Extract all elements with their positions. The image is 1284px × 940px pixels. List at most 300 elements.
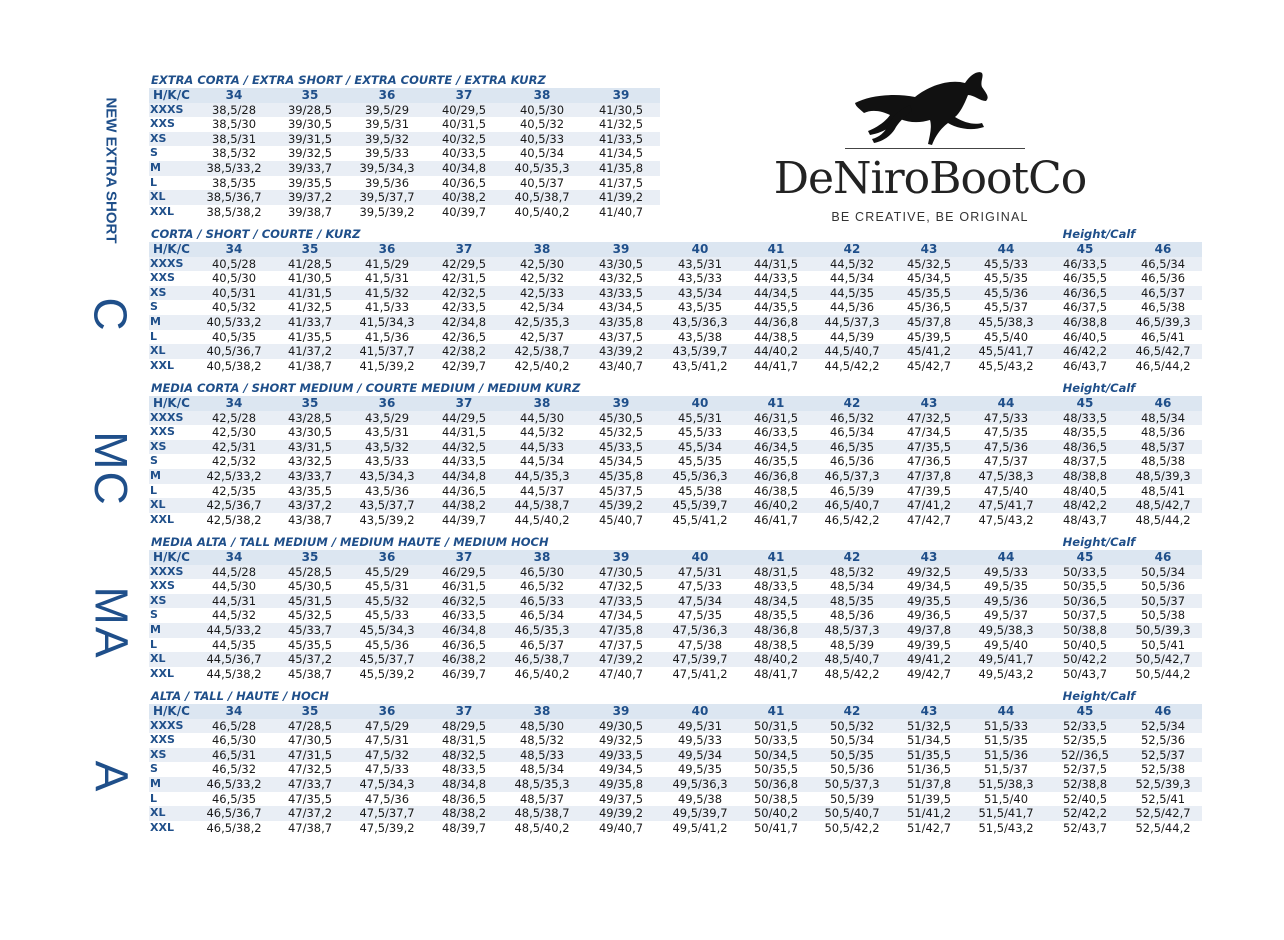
header-shoe-size: 34 [196,704,272,719]
height-calf-cell: 52,5/42,7 [1124,806,1202,821]
height-calf-cell: 48/39,7 [441,820,487,835]
height-calf-cell: 44,5/31 [196,594,272,609]
header-shoe-size: 43 [892,242,966,257]
row-size-label: M [149,161,196,176]
logo-divider [845,148,1025,149]
height-calf-cell: 45,5/40 [983,329,1029,344]
height-calf-cell: 48,5/39,3 [1124,469,1202,484]
height-calf-cell: 45/35,5 [287,637,333,652]
height-calf-cell: 52,5/38 [1140,762,1186,777]
height-calf-cell: 52,5/44,2 [1135,820,1191,835]
height-calf-cell: 38,5/30 [211,117,257,132]
header-shoe-size: 36 [348,550,426,565]
height-calf-cell: 43,5/32 [348,440,426,455]
table-row [149,579,1202,594]
table-row [149,792,1202,807]
height-calf-cell: 42,5/34 [519,300,565,315]
height-calf-cell: 50/36,5 [1046,594,1124,609]
height-calf-cell: 44/32,5 [426,440,502,455]
header-shoe-size: 46 [1124,242,1202,257]
table-row [149,565,1202,580]
table-row [149,190,660,205]
height-calf-cell: 40,5/34 [519,146,565,161]
row-size-label: S [150,454,158,468]
header-hkc: H/K/C [149,704,196,719]
height-calf-cell: 49/34,5 [598,762,644,777]
header-shoe-size: 35 [272,396,348,411]
header-shoe-size: 41 [740,396,812,411]
height-calf-cell: 50/35,5 [1062,579,1108,594]
height-calf-cell: 47/34,5 [906,425,952,440]
height-calf-cell: 40/39,7 [441,204,487,219]
section-title: ALTA / TALL / HAUTE / HOCH [151,689,329,703]
height-calf-cell: 47,5/34,3 [348,777,426,792]
table-row [149,454,1202,469]
row-size-label: XXL [150,358,174,372]
height-calf-cell: 44,5/32 [211,608,257,623]
height-calf-cell: 42,5/35 [211,483,257,498]
height-calf-cell: 51/39,5 [906,791,952,806]
height-calf-cell: 41,5/37,7 [348,344,426,359]
height-calf-cell: 42,5/30 [211,425,257,440]
height-calf-cell: 48/34,5 [740,594,812,609]
height-calf-cell: 38,5/38,2 [206,204,262,219]
height-calf-cell: 43/33,7 [272,469,348,484]
height-calf-cell: 41/30,5 [582,103,660,118]
header-shoe-size: 46 [1124,550,1202,565]
height-calf-cell: 42/34,8 [426,315,502,330]
table-row [149,411,1202,426]
height-calf-cell: 40/29,5 [426,103,502,118]
height-calf-cell: 47/35,8 [582,623,660,638]
height-calf-cell: 50/34,5 [740,748,812,763]
height-calf-cell: 39/37,2 [272,190,348,205]
height-calf-cell: 46,5/42,7 [1124,344,1202,359]
header-shoe-size: 37 [426,550,502,565]
height-calf-cell: 41/40,7 [598,204,644,219]
section-side-label [85,712,137,842]
height-calf-cell: 51,5/37 [983,762,1029,777]
row-size-label: XXXS [149,411,196,426]
height-calf-cell: 40/33,5 [441,146,487,161]
header-shoe-size: 42 [812,550,892,565]
table-header-row [149,704,1202,719]
height-calf-cell: 43,5/33 [677,271,723,286]
height-calf-cell: 44,5/34 [519,454,565,469]
height-calf-cell: 48,5/32 [519,733,565,748]
height-calf-cell: 44,5/32 [812,257,892,272]
height-calf-cell: 47,5/34 [660,594,740,609]
section-side-label [85,404,138,534]
height-calf-cell: 51,5/36 [966,748,1046,763]
table-row [149,330,1202,345]
height-calf-cell: 40/32,5 [426,132,502,147]
height-calf-cell: 45/33,7 [272,623,348,638]
height-calf-cell: 48/31,5 [740,565,812,580]
height-calf-cell: 41,5/32 [348,286,426,301]
height-calf-cell: 52,5/41 [1140,791,1186,806]
height-calf-cell: 52,5/34 [1124,719,1202,734]
height-calf-cell: 45/37,8 [892,315,966,330]
height-calf-cell: 50/40,5 [1062,637,1108,652]
height-calf-cell: 48,5/33 [502,748,582,763]
table-row [149,719,1202,734]
height-calf-cell: 52/38,8 [1046,777,1124,792]
height-calf-cell: 47/37,2 [272,806,348,821]
height-calf-cell: 49/41,2 [892,652,966,667]
table-header-row [149,550,1202,565]
height-calf-cell: 40,5/28 [196,257,272,272]
header-shoe-size: 38 [502,88,582,103]
height-calf-cell: 45,5/33 [364,608,410,623]
height-calf-cell: 48/29,5 [426,719,502,734]
height-calf-cell: 48/32,5 [426,748,502,763]
height-calf-cell: 43,5/39,2 [359,512,415,527]
row-size-label: XXS [150,117,175,131]
row-size-label: XL [149,344,196,359]
height-calf-cell: 48/40,2 [740,652,812,667]
height-calf-cell: 40,5/30 [502,103,582,118]
height-calf-cell: 49,5/36,3 [660,777,740,792]
height-calf-cell: 49,5/41,7 [966,652,1046,667]
height-calf-cell: 47/33,7 [272,777,348,792]
row-size-label: XXXS [149,103,196,118]
row-size-label: L [150,175,158,189]
height-calf-cell: 39,5/31 [364,117,410,132]
height-calf-cell: 52/43,7 [1062,820,1108,835]
size-table [149,88,660,219]
height-calf-cell: 45/39,2 [582,498,660,513]
height-calf-cell: 50/33,5 [753,733,799,748]
height-calf-cell: 47/30,5 [287,733,333,748]
height-calf-cell: 44/38,2 [426,498,502,513]
table-row [149,359,1202,374]
height-calf-cell: 44,5/37 [519,483,565,498]
table-row [149,821,1202,836]
height-calf-cell: 46,5/32 [519,579,565,594]
header-shoe-size: 35 [272,88,348,103]
table-row [149,733,1202,748]
height-calf-cell: 50,5/32 [812,719,892,734]
height-calf-cell: 46,5/39,3 [1124,315,1202,330]
table-row [149,440,1202,455]
height-calf-cell: 49/36,5 [906,608,952,623]
height-calf-cell: 39,5/39,2 [359,204,415,219]
table-row [149,762,1202,777]
height-calf-cell: 45,5/31 [660,411,740,426]
header-shoe-size: 35 [272,550,348,565]
row-size-label: L [150,791,158,805]
header-shoe-size: 38 [502,396,582,411]
section-side-label [88,96,134,244]
row-size-label: XXL [150,820,174,834]
row-size-label: XL [149,806,196,821]
header-shoe-size: 38 [502,704,582,719]
row-size-label: XL [149,190,196,205]
height-calf-cell: 50/37,5 [1062,608,1108,623]
row-size-label: XXS [150,579,175,593]
section-side-label [84,250,137,380]
height-calf-cell: 46,5/35 [211,791,257,806]
height-calf-cell: 46,5/39 [829,483,875,498]
height-calf-cell: 49/39,5 [906,637,952,652]
height-calf-cell: 39/28,5 [272,103,348,118]
height-calf-cell: 40/36,5 [441,175,487,190]
height-calf-cell: 48,5/41 [1140,483,1186,498]
height-calf-cell: 48,5/32 [812,565,892,580]
table-row [149,117,660,132]
height-calf-cell: 44/39,7 [441,512,487,527]
header-shoe-size: 44 [966,242,1046,257]
header-hkc: H/K/C [149,88,196,103]
height-calf-cell: 44,5/36 [829,300,875,315]
height-calf-cell: 42,5/33,2 [196,469,272,484]
row-size-label: XS [149,594,196,609]
header-shoe-size: 38 [502,550,582,565]
height-calf-cell: 47/31,5 [272,748,348,763]
height-calf-cell: 52,5/37 [1124,748,1202,763]
height-calf-cell: 44/38,5 [753,329,799,344]
height-calf-cell: 43/38,7 [287,512,333,527]
height-calf-cell: 50,5/36 [829,762,875,777]
height-calf-cell: 52,5/39,3 [1124,777,1202,792]
height-calf-cell: 50,5/38 [1140,608,1186,623]
height-calf-cell: 42,5/38,2 [206,512,262,527]
height-calf-cell: 44/29,5 [426,411,502,426]
height-calf-cell: 50/43,7 [1062,666,1108,681]
table-row [149,286,1202,301]
table-row [149,748,1202,763]
header-shoe-size: 44 [966,550,1046,565]
height-calf-cell: 40,5/31 [196,286,272,301]
height-calf-cell: 47,5/38 [677,637,723,652]
height-calf-cell: 46,5/38,7 [502,652,582,667]
row-size-label: XXL [150,204,174,218]
height-calf-cell: 46,5/37 [1124,286,1202,301]
height-calf-cell: 44,5/37,3 [812,315,892,330]
height-calf-cell: 49/30,5 [582,719,660,734]
height-calf-cell: 52//36,5 [1046,748,1124,763]
height-calf-cell: 48/38,5 [753,637,799,652]
height-calf-cell: 43/31,5 [272,440,348,455]
table-row [149,623,1202,638]
height-calf-cell: 49,5/31 [660,719,740,734]
height-calf-cell: 41/33,7 [272,315,348,330]
table-row [149,777,1202,792]
height-calf-cell: 44,5/38,2 [206,666,262,681]
height-calf-cell: 44/33,5 [441,454,487,469]
height-calf-cell: 47/33,5 [582,594,660,609]
header-shoe-size: 34 [196,396,272,411]
height-calf-cell: 46/39,7 [441,666,487,681]
height-calf-cell: 46/36,5 [1046,286,1124,301]
height-calf-cell: 40/38,2 [426,190,502,205]
header-shoe-size: 37 [426,396,502,411]
header-shoe-size: 44 [966,396,1046,411]
height-calf-cell: 51,5/35 [983,733,1029,748]
height-calf-cell: 42/39,7 [441,358,487,373]
height-calf-cell: 49,5/33 [966,565,1046,580]
height-calf-cell: 45,5/41,2 [672,512,728,527]
height-calf-cell: 47,5/33 [966,411,1046,426]
height-calf-cell: 51/36,5 [906,762,952,777]
height-calf-cell: 48/34,8 [426,777,502,792]
height-calf-cell: 47/37,5 [598,637,644,652]
table-row [149,513,1202,528]
height-calf-cell: 47,5/40 [983,483,1029,498]
height-calf-cell: 42,5/28 [196,411,272,426]
height-calf-cell: 47,5/35 [677,608,723,623]
table-row [149,271,1202,286]
header-shoe-size: 42 [812,242,892,257]
header-shoe-size: 40 [660,242,740,257]
table-row [149,132,660,147]
height-calf-cell: 46,5/41 [1140,329,1186,344]
table-header-row [149,242,1202,257]
height-calf-cell: 40,5/32 [519,117,565,132]
height-calf-cell: 46/41,7 [753,512,799,527]
height-calf-cell: 48/38,2 [426,806,502,821]
height-calf-cell: 50/42,2 [1046,652,1124,667]
height-calf-cell: 49/35,5 [892,594,966,609]
height-calf-cell: 50,5/39,3 [1124,623,1202,638]
height-calf-cell: 41,5/31 [364,271,410,286]
height-calf-cell: 46,5/44,2 [1135,358,1191,373]
height-calf-cell: 46,5/40,2 [514,666,570,681]
height-calf-cell: 43/33,5 [582,286,660,301]
height-calf-cell: 51/41,2 [892,806,966,821]
brand-logo [760,65,1100,230]
height-calf-cell: 40,5/38,7 [502,190,582,205]
height-calf-cell: 44,5/28 [196,565,272,580]
row-size-label: XXL [150,666,174,680]
height-calf-cell: 48/33,5 [441,762,487,777]
header-shoe-size: 43 [892,396,966,411]
height-calf-cell: 46,5/30 [211,733,257,748]
height-calf-cell: 47/41,2 [892,498,966,513]
height-calf-cell: 51,5/33 [966,719,1046,734]
row-size-label: XS [149,748,196,763]
height-calf-cell: 47,5/32 [348,748,426,763]
section-title: EXTRA CORTA / EXTRA SHORT / EXTRA COURTE / EXTRA KURZ [151,73,546,87]
height-calf-cell: 51/42,7 [906,820,952,835]
size-table [149,242,1202,373]
height-calf-cell: 43,5/34,3 [348,469,426,484]
height-calf-cell: 43,5/35 [677,300,723,315]
row-size-label: XXS [150,271,175,285]
height-calf-cell: 41/31,5 [272,286,348,301]
height-calf-cell: 44,5/36,7 [196,652,272,667]
height-calf-cell: 46,5/31 [196,748,272,763]
height-calf-cell: 43,5/37,7 [348,498,426,513]
height-calf-cell: 49,5/35 [677,762,723,777]
height-calf-cell: 45/35,8 [582,469,660,484]
height-calf-cell: 47/39,2 [582,652,660,667]
header-shoe-size: 46 [1124,396,1202,411]
height-calf-cell: 49,5/33 [677,733,723,748]
height-calf-cell: 48,5/30 [502,719,582,734]
height-calf-cell: 49/35,8 [582,777,660,792]
height-calf-cell: 46,5/36,7 [196,806,272,821]
header-shoe-size: 42 [812,704,892,719]
height-calf-cell: 51,5/41,7 [966,806,1046,821]
table-row [149,806,1202,821]
height-calf-cell: 46,5/34 [1124,257,1202,272]
height-calf-cell: 51,5/38,3 [966,777,1046,792]
height-calf-cell: 47,5/36 [364,791,410,806]
height-calf-cell: 39/33,7 [272,161,348,176]
height-calf-cell: 45,5/36 [966,286,1046,301]
height-calf-cell: 38,5/31 [196,132,272,147]
height-calf-cell: 42/33,5 [441,300,487,315]
height-calf-cell: 40,5/37 [519,175,565,190]
header-shoe-size: 39 [582,550,660,565]
height-calf-cell: 44/35,5 [753,300,799,315]
height-calf-cell: 44,5/34 [829,271,875,286]
height-calf-cell: 41,5/33 [364,300,410,315]
height-calf-cell: 41,5/29 [348,257,426,272]
header-shoe-size: 43 [892,550,966,565]
row-size-label: L [150,637,158,651]
row-size-label: XS [149,440,196,455]
height-calf-cell: 48,5/35 [812,594,892,609]
height-calf-cell: 45,5/33 [677,425,723,440]
height-calf-cell: 51,5/40 [983,791,1029,806]
header-shoe-size: 36 [348,242,426,257]
height-calf-cell: 38,5/36,7 [196,190,272,205]
height-calf-cell: 46,5/34 [519,608,565,623]
height-calf-cell: 44,5/35 [211,637,257,652]
height-calf-cell: 50/33,5 [1046,565,1124,580]
header-shoe-size: 46 [1124,704,1202,719]
height-calf-cell: 40,5/38,2 [206,358,262,373]
height-calf-cell: 48,5/37 [1124,440,1202,455]
height-calf-cell: 50/41,7 [753,820,799,835]
height-calf-cell: 47,5/33 [677,579,723,594]
height-calf-cell: 40,5/33,2 [196,315,272,330]
header-shoe-size: 39 [582,242,660,257]
height-calf-cell: 43/32,5 [598,271,644,286]
height-calf-cell: 50/38,8 [1046,623,1124,638]
height-calf-cell: 50,5/37,3 [812,777,892,792]
height-calf-cell: 40/31,5 [441,117,487,132]
row-size-label: S [150,300,158,314]
height-calf-cell: 41/37,2 [272,344,348,359]
height-calf-cell: 49/34,5 [906,579,952,594]
row-size-label: XXS [150,425,175,439]
height-calf-cell: 46/33,5 [753,425,799,440]
height-calf-cell: 41,5/39,2 [359,358,415,373]
height-calf-cell: 45,5/33 [966,257,1046,272]
height-calf-cell: 43/35,5 [287,483,333,498]
table-row [149,103,660,118]
row-size-label: XL [149,498,196,513]
height-calf-cell: 47,5/31 [660,565,740,580]
height-calf-cell: 43,5/29 [348,411,426,426]
height-calf-cell: 46/35,5 [753,454,799,469]
height-calf-cell: 46/43,7 [1062,358,1108,373]
height-calf-cell: 47/32,5 [287,762,333,777]
height-calf-cell: 45,5/31 [364,579,410,594]
height-calf-cell: 51,5/43,2 [978,820,1034,835]
header-shoe-size: 42 [812,396,892,411]
height-calf-cell: 48/36,8 [740,623,812,638]
height-calf-cell: 44/31,5 [441,425,487,440]
row-size-label: M [149,315,196,330]
height-calf-cell: 46/38,5 [753,483,799,498]
height-calf-cell: 48,5/35,3 [502,777,582,792]
height-calf-cell: 42,5/35,3 [502,315,582,330]
